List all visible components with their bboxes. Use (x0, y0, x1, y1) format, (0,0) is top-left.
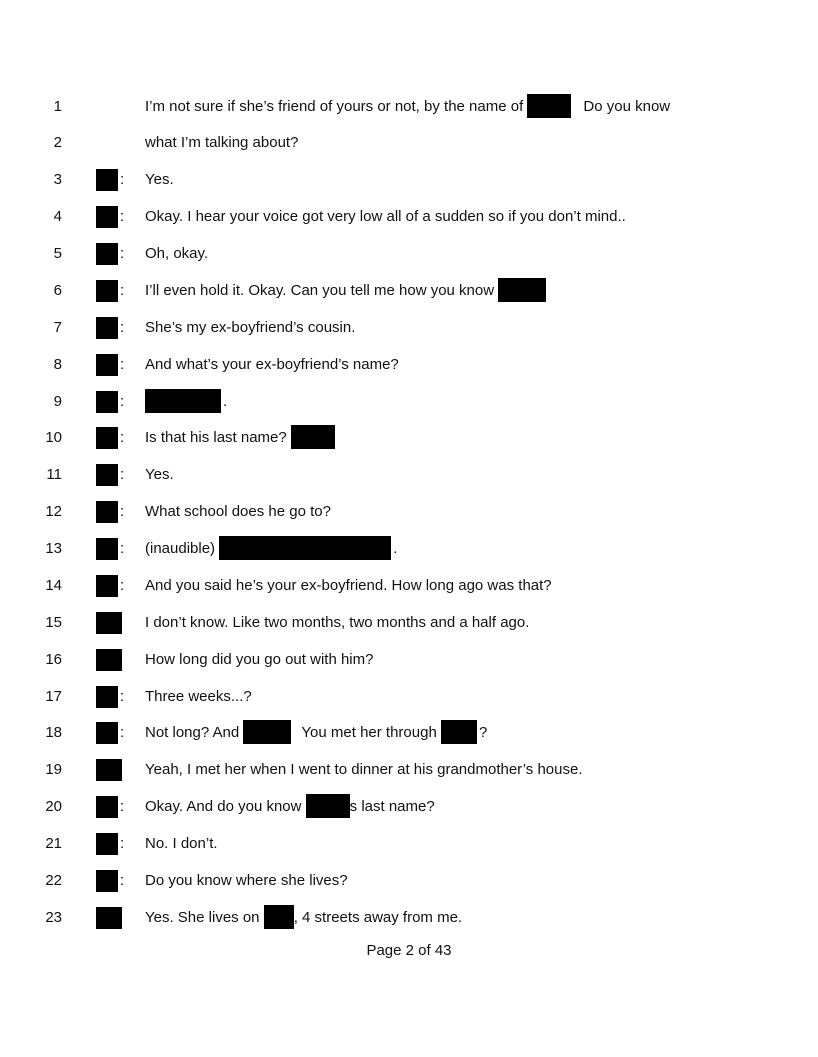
text-segment: Is that his last name? (145, 429, 291, 446)
transcript-line (0, 460, 818, 490)
speaker-colon: : (120, 393, 125, 410)
transcript-line (0, 202, 818, 232)
transcript-line (0, 165, 818, 195)
transcript-line (0, 755, 818, 785)
transcript-line (0, 313, 818, 343)
text-segment: (inaudible) (145, 540, 220, 557)
speaker-redaction (96, 612, 122, 634)
line-text: I don’t know. Like two months, two months and a half ago. (145, 614, 530, 631)
redaction-block (527, 94, 571, 118)
line-text (145, 718, 487, 748)
line-number: 11 (46, 466, 62, 483)
speaker-redaction (96, 907, 122, 929)
transcript-line (0, 682, 818, 712)
line-text: Three weeks...? (145, 688, 252, 705)
line-number: 9 (53, 393, 62, 410)
line-text: Do you know where she lives? (145, 872, 348, 889)
line-number: 18 (45, 724, 62, 741)
transcript-line (0, 866, 818, 896)
line-number: 10 (45, 429, 62, 446)
line-text: She’s my ex-boyfriend’s cousin. (145, 319, 356, 336)
speaker-redaction (96, 354, 118, 376)
line-number: 8 (53, 356, 62, 373)
text-segment: , 4 streets away from me. (293, 909, 463, 926)
transcript-line (0, 792, 818, 822)
redaction-block (498, 278, 546, 302)
text-segment: Okay. And do you know (145, 798, 306, 815)
speaker-redaction (96, 464, 118, 486)
line-text: what I’m talking about? (145, 134, 299, 151)
speaker-colon: : (120, 540, 125, 557)
line-text: Okay. I hear your voice got very low all of a sudden so if you don’t mind.. (145, 208, 626, 225)
speaker-redaction (96, 391, 118, 413)
speaker-colon: : (120, 282, 125, 299)
speaker-colon: : (120, 429, 125, 446)
line-text: And what’s your ex-boyfriend’s name? (145, 356, 399, 373)
speaker-redaction (96, 649, 122, 671)
transcript-line (0, 276, 818, 306)
speaker-redaction (96, 538, 118, 560)
line-number: 5 (53, 245, 62, 262)
transcript-line (0, 571, 818, 601)
text-segment: Do you know (583, 98, 671, 115)
speaker-redaction (96, 870, 118, 892)
line-text: Yeah, I met her when I went to dinner at his grandmother’s house. (145, 761, 583, 778)
text-segment: Not long? And (145, 724, 244, 741)
transcript-line (0, 534, 818, 564)
text-segment: I’m not sure if she’s friend of yours or not, by the name of (145, 98, 528, 115)
line-text (145, 276, 546, 306)
line-number: 2 (53, 134, 62, 151)
redaction-block (441, 720, 477, 744)
transcript-line (0, 128, 818, 158)
line-text: Oh, okay. (145, 245, 209, 262)
speaker-colon: : (120, 171, 125, 188)
speaker-redaction (96, 280, 118, 302)
redaction-block (219, 536, 391, 560)
line-number: 15 (45, 614, 62, 631)
speaker-colon: : (120, 245, 125, 262)
speaker-redaction (96, 759, 122, 781)
speaker-redaction (96, 243, 118, 265)
redaction-block (291, 425, 335, 449)
line-number: 6 (53, 282, 62, 299)
speaker-redaction (96, 427, 118, 449)
line-text (145, 534, 397, 564)
line-text (145, 792, 435, 822)
line-number: 16 (45, 651, 62, 668)
transcript-line (0, 387, 818, 417)
line-number: 17 (45, 688, 62, 705)
redaction-block (243, 720, 291, 744)
line-number: 3 (53, 171, 62, 188)
transcript-line (0, 608, 818, 638)
transcript-line (0, 497, 818, 527)
line-number: 22 (45, 872, 62, 889)
transcript-line (0, 239, 818, 269)
text-segment: Yes. She lives on (145, 909, 264, 926)
redaction-block (145, 389, 221, 413)
line-text: What school does he go to? (145, 503, 331, 520)
line-number: 21 (45, 835, 62, 852)
line-text: No. I don’t. (145, 835, 218, 852)
line-text (145, 903, 462, 933)
line-text: How long did you go out with him? (145, 651, 374, 668)
transcript-line (0, 92, 818, 122)
speaker-colon: : (120, 724, 125, 741)
transcript-line (0, 903, 818, 933)
speaker-colon: : (120, 466, 125, 483)
speaker-colon: : (120, 872, 125, 889)
text-segment: s last name? (349, 798, 435, 815)
line-text: Yes. (145, 171, 174, 188)
speaker-colon: : (120, 798, 125, 815)
text-segment: I’ll even hold it. Okay. Can you tell me how you know (145, 282, 499, 299)
redaction-block (306, 794, 350, 818)
speaker-colon: : (120, 688, 125, 705)
speaker-colon: : (120, 319, 125, 336)
speaker-colon: : (120, 208, 125, 225)
line-number: 13 (45, 540, 62, 557)
speaker-redaction (96, 169, 118, 191)
line-number: 19 (45, 761, 62, 778)
page-footer: Page 2 of 43 (366, 942, 452, 959)
speaker-colon: : (120, 577, 125, 594)
line-number: 4 (53, 208, 62, 225)
speaker-redaction (96, 575, 118, 597)
speaker-redaction (96, 206, 118, 228)
line-text (145, 92, 670, 122)
transcript-line (0, 645, 818, 675)
speaker-redaction (96, 722, 118, 744)
line-text: And you said he’s your ex-boyfriend. How long ago was that? (145, 577, 552, 594)
line-number: 7 (53, 319, 62, 336)
text-segment: . (393, 540, 398, 557)
speaker-redaction (96, 317, 118, 339)
text-segment: ? (478, 724, 488, 741)
transcript-line (0, 718, 818, 748)
speaker-colon: : (120, 356, 125, 373)
text-segment: . (223, 393, 228, 410)
speaker-redaction (96, 796, 118, 818)
speaker-colon: : (120, 503, 125, 520)
line-number: 12 (45, 503, 62, 520)
redaction-block (264, 905, 294, 929)
speaker-redaction (96, 686, 118, 708)
line-text: Yes. (145, 466, 174, 483)
line-number: 20 (45, 798, 62, 815)
transcript-line (0, 350, 818, 380)
transcript-line (0, 423, 818, 453)
speaker-redaction (96, 833, 118, 855)
line-number: 1 (53, 98, 62, 115)
line-number: 23 (45, 909, 62, 926)
text-segment: You met her through (301, 724, 441, 741)
speaker-colon: : (120, 835, 125, 852)
transcript-line (0, 829, 818, 859)
line-number: 14 (45, 577, 62, 594)
line-text (145, 423, 335, 453)
speaker-redaction (96, 501, 118, 523)
line-text (145, 387, 227, 417)
